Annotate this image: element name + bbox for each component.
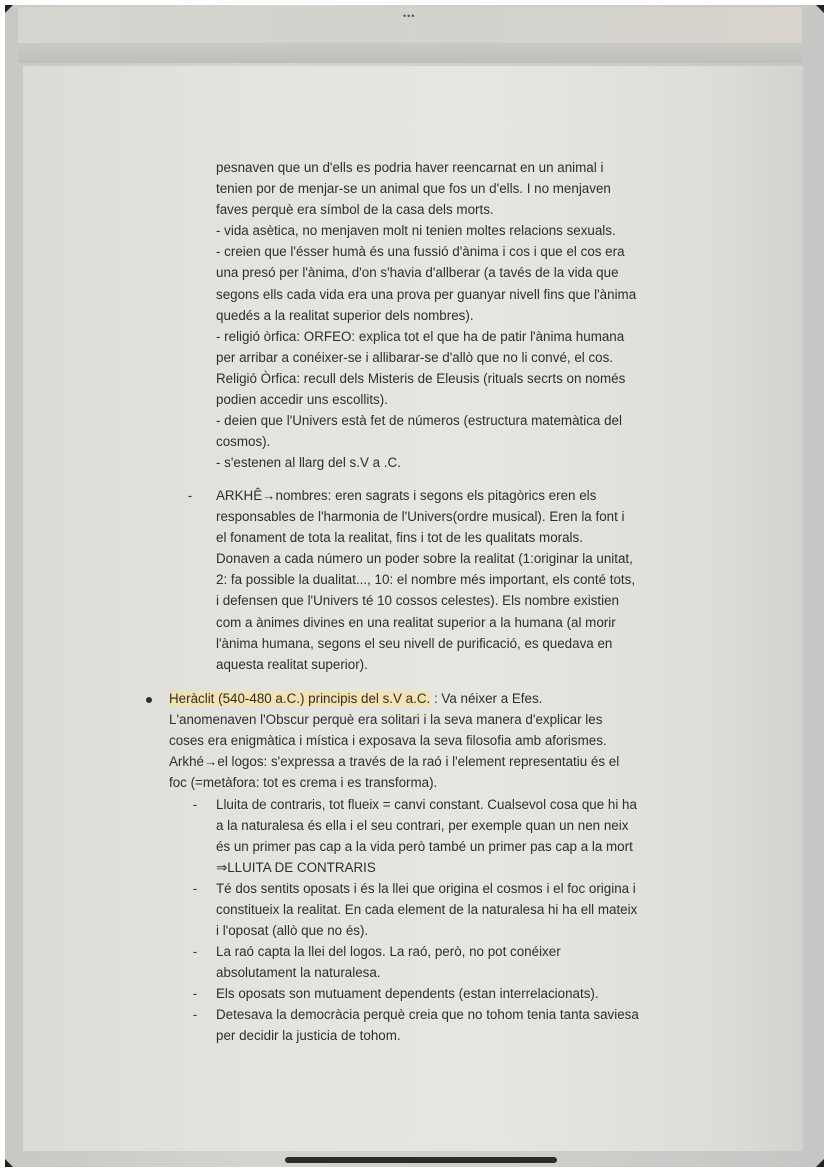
text-line: pesnaven que un d'ells es podria haver reencarnat en un animal i	[216, 160, 604, 175]
text-line: - s'estenen al llarg del s.V a .C.	[216, 455, 401, 471]
list-dash-marker: -	[192, 986, 198, 1001]
frame-corner	[816, 5, 824, 13]
subitem-lluita-contraris	[216, 794, 637, 878]
text-line: - vida asètica, no menjaven molt ni tenien moltes relacions sexuals.	[216, 223, 616, 239]
arkhe-list-item	[216, 485, 635, 675]
frame-corner	[5, 5, 13, 13]
text-line: Els oposats son mutuament dependents (estan interrelacionats).	[216, 986, 599, 1001]
text-line: absolutament la naturalesa.	[216, 965, 381, 981]
text-line: responsables de l'harmonia de l'Univers(ordre musical). Eren la font i	[216, 509, 625, 525]
frame-corner	[816, 1159, 824, 1167]
text-line: coses era enigmàtica i mística i exposava la seva filosofia amb aforismes.	[169, 733, 607, 749]
text-line: com a ànimes divines en una realitat superior a la humana (al morir	[216, 614, 616, 630]
heraclit-section	[169, 688, 619, 793]
subitem-rao-logos	[216, 941, 561, 983]
text-line: Donaven a cada número un poder sobre la realitat (1:originar la unitat,	[216, 551, 633, 567]
text-line: - religió òrfica: ORFEO: explica tot el que ha de patir l'ànima humana	[216, 328, 625, 344]
text-line: faves perquè era símbol de la casa dels morts.	[216, 202, 494, 218]
text-line: i l'oposat (allò que no és).	[216, 923, 369, 939]
list-dash-marker: -	[192, 1007, 198, 1022]
text-line: i defensen que l'Univers té 10 cossos celestes). Els nombre existien	[216, 593, 619, 609]
text-line: per arribar a conéixer-se i allibarar-se d'allò que no li convé, el cos.	[216, 349, 614, 365]
text-line: 2: fa possible la dualitat..., 10: el nombre més important, els conté tots,	[216, 572, 636, 588]
text-line: cosmos).	[216, 434, 271, 450]
text-line: constitueix la realitat. En cada element de la naturalesa hi ha ell mateix	[216, 902, 638, 918]
text-line: és un primer pas cap a la vida però també un primer pas cap a la mort	[216, 839, 633, 855]
text-line: - creien que l'ésser humà és una fussió d'ànima i cos i que el cos era	[216, 244, 625, 260]
text-line: tenien por de menjar-se un animal que fos un d'ells. I no menjaven	[216, 181, 611, 197]
text-line: segons ells cada vida era una prova per guanyar nivell fins que l'ànima	[216, 286, 637, 302]
text-line: L'anomenaven l'Obscur perquè era solitari i la seva manera d'explicar les	[169, 712, 603, 728]
text-line: podien accedir uns escollits).	[216, 392, 388, 408]
heraclit-heading	[169, 688, 619, 709]
home-indicator[interactable]	[285, 1157, 557, 1163]
text-line: aquesta realitat superior).	[216, 656, 368, 672]
bullet-icon	[146, 697, 152, 703]
text-line: La raó capta la llei del logos. La raó, però, no pot conéixer	[216, 944, 561, 959]
subitem-oposats-dependents	[216, 983, 599, 1004]
text-line: per decidir la justicia de tohom.	[216, 1028, 401, 1044]
frame-corner	[5, 1159, 13, 1167]
highlighted-heading-text: Heràclit (540-480 a.C.) principis del s.V a.C.	[169, 691, 431, 706]
text-line: Religió Òrfica: recull dels Misteris de Eleusis (rituals secrts on només	[216, 370, 626, 386]
text-line: Té dos sentits oposats i és la llei que origina el cosmos i el foc origina i	[216, 881, 636, 896]
subitem-democracia	[216, 1004, 639, 1046]
text-line: a la naturalesa és ella i el seu contrari, per exemple quan un nen neix	[216, 818, 629, 834]
pythagoras-continuation	[216, 157, 636, 473]
text-line: una presó per l'ànima, d'on s'havia d'allberar (a tavés de la vida que	[216, 265, 619, 281]
text-line: l'ànima humana, segons el seu nivell de purificació, es quedava en	[216, 635, 613, 651]
text-line: Lluita de contraris, tot flueix = canvi constant. Cualsevol cosa que hi ha	[216, 797, 637, 812]
subitem-sentits-oposats	[216, 878, 637, 941]
text-line: ⇒LLUITA DE CONTRARIS	[216, 860, 376, 876]
list-dash-marker: -	[192, 944, 198, 959]
text-line: Detesava la democràcia perquè creia que no tohom tenia tanta saviesa	[216, 1007, 639, 1022]
list-dash-marker: -	[192, 797, 198, 812]
toolbar-divider	[18, 43, 802, 63]
list-dash-marker: -	[187, 488, 193, 503]
text-line: foc (=metàfora: tot es crema i es transforma).	[169, 775, 438, 791]
text-line: quedés a la realitat superior dels nombres).	[216, 307, 474, 323]
text-line: el fonament de tota la realitat, fins i tot de les qualitats morals.	[216, 530, 583, 546]
multitask-handle-icon[interactable]: •••	[403, 11, 416, 21]
text-line: ARKHÊ→nombres: eren sagrats i segons els pitagòrics eren els	[216, 488, 597, 503]
heading-rest-text: : Va néixer a Efes.	[430, 691, 543, 706]
text-line: Arkhé→el logos: s'expressa a través de la raó i l'element representatiu és el	[169, 754, 620, 770]
list-dash-marker: -	[192, 881, 198, 896]
text-line: - deien que l'Univers està fet de números (estructura matemàtica del	[216, 413, 622, 429]
